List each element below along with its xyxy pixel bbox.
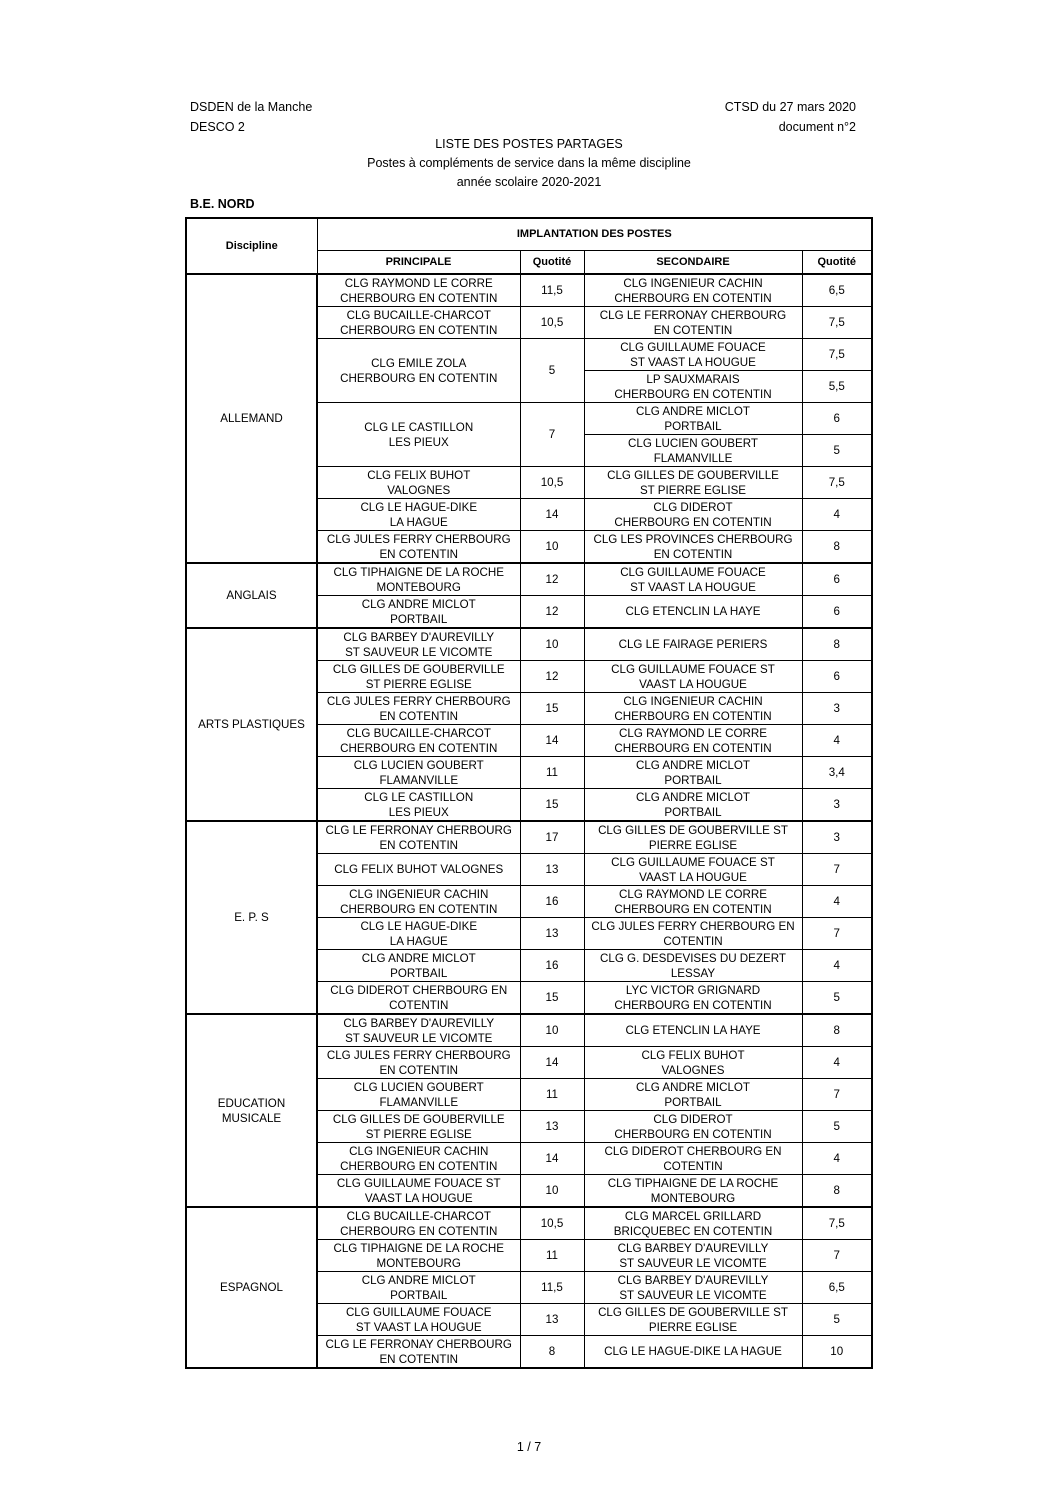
secondaire-line: VAAST LA HOUGUE xyxy=(639,677,747,691)
secondaire-line: CLG INGENIEUR CACHIN xyxy=(623,694,763,708)
principale-line: EN COTENTIN xyxy=(379,547,459,561)
secondaire-line: CLG MARCEL GRILLARD xyxy=(624,1209,762,1223)
quotite-secondaire-cell: 4 xyxy=(802,886,872,918)
secondaire-cell xyxy=(584,1240,802,1272)
secondaire-cell xyxy=(584,821,802,854)
principale-cell xyxy=(317,1079,520,1111)
principale-line: CLG BUCAILLE-CHARCOT xyxy=(346,308,491,322)
header-document-number: document n°2 xyxy=(778,120,856,134)
quotite-secondaire-cell: 5 xyxy=(802,982,872,1015)
quotite-secondaire-cell: 7 xyxy=(802,1240,872,1272)
principale-line: CLG GUILLAUME FOUACE ST xyxy=(336,1176,501,1190)
secondaire-line: CLG GUILLAUME FOUACE ST xyxy=(611,662,775,676)
secondaire-cell xyxy=(584,1336,802,1369)
secondaire-cell xyxy=(584,563,802,596)
principale-cell xyxy=(317,563,520,596)
secondaire-line: CHERBOURG EN COTENTIN xyxy=(614,709,772,723)
secondaire-cell xyxy=(584,918,802,950)
principale-cell xyxy=(317,467,520,499)
column-header-secondaire: SECONDAIRE xyxy=(584,251,802,275)
principale-line: CLG ANDRE MICLOT xyxy=(361,597,476,611)
principale-line: LES PIEUX xyxy=(388,435,449,449)
principale-line: FLAMANVILLE xyxy=(379,773,459,787)
quotite-secondaire-cell: 7,5 xyxy=(802,467,872,499)
principale-line: CHERBOURG EN COTENTIN xyxy=(340,1159,498,1173)
principale-cell xyxy=(317,725,520,757)
principale-line: EN COTENTIN xyxy=(379,838,459,852)
secondaire-line: CLG ANDRE MICLOT xyxy=(635,790,751,804)
document-title: LISTE DES POSTES PARTAGES xyxy=(435,137,623,151)
secondaire-line: CLG ANDRE MICLOT xyxy=(635,758,751,772)
principale-line: ST PIERRE EGLISE xyxy=(365,1127,472,1141)
secondaire-cell xyxy=(584,757,802,789)
principale-line: CHERBOURG EN COTENTIN xyxy=(340,1224,498,1238)
secondaire-line: CLG DIDEROT xyxy=(653,1112,733,1126)
quotite-secondaire-cell: 7 xyxy=(802,1079,872,1111)
secondaire-line: CHERBOURG EN COTENTIN xyxy=(614,902,772,916)
quotite-cell: 16 xyxy=(520,950,584,982)
quotite-cell: 10,5 xyxy=(520,467,584,499)
principale-cell xyxy=(317,1014,520,1047)
discipline-cell: ESPAGNOL xyxy=(186,1207,317,1368)
secondaire-line: CLG LE HAGUE-DIKE LA HAGUE xyxy=(604,1345,782,1358)
secondaire-cell xyxy=(584,789,802,822)
secondaire-cell xyxy=(584,1143,802,1175)
secondaire-line: CLG RAYMOND LE CORRE xyxy=(619,887,767,901)
principale-cell xyxy=(317,693,520,725)
column-header-quotite: Quotité xyxy=(520,251,584,275)
principale-line: CLG GUILLAUME FOUACE xyxy=(345,1305,492,1319)
principale-cell xyxy=(317,886,520,918)
quotite-secondaire-cell: 7 xyxy=(802,918,872,950)
quotite-cell: 12 xyxy=(520,563,584,596)
quotite-cell: 16 xyxy=(520,886,584,918)
secondaire-line: COTENTIN xyxy=(663,934,723,948)
secondaire-cell xyxy=(584,661,802,693)
principale-cell xyxy=(317,339,520,403)
principale-cell xyxy=(317,821,520,854)
principale-cell xyxy=(317,661,520,693)
region-label: B.E. NORD xyxy=(190,197,255,211)
principale-cell xyxy=(317,1111,520,1143)
principale-line: CLG EMILE ZOLA xyxy=(371,356,467,370)
quotite-secondaire-cell: 6 xyxy=(802,661,872,693)
table-row xyxy=(186,1207,872,1240)
quotite-cell: 10,5 xyxy=(520,307,584,339)
secondaire-line: CLG BARBEY D'AUREVILLY xyxy=(617,1273,769,1287)
principale-line: CLG LUCIEN GOUBERT xyxy=(353,758,484,772)
quotite-cell: 15 xyxy=(520,789,584,822)
principale-line: CLG BUCAILLE-CHARCOT xyxy=(346,726,491,740)
principale-line: EN COTENTIN xyxy=(379,1063,459,1077)
principale-line: MONTEBOURG xyxy=(376,1256,461,1270)
table-row xyxy=(186,628,872,661)
quotite-secondaire-cell: 3 xyxy=(802,789,872,822)
table-row xyxy=(186,563,872,596)
quotite-cell: 10 xyxy=(520,1175,584,1208)
column-header-discipline: Discipline xyxy=(186,218,317,274)
secondaire-cell xyxy=(584,1272,802,1304)
secondaire-cell xyxy=(584,531,802,564)
principale-cell xyxy=(317,596,520,629)
secondaire-line: VAAST LA HOUGUE xyxy=(639,870,747,884)
secondaire-line: CLG GUILLAUME FOUACE ST xyxy=(611,855,775,869)
secondaire-cell xyxy=(584,854,802,886)
principale-cell xyxy=(317,274,520,307)
header-department: DESCO 2 xyxy=(190,120,245,134)
quotite-cell: 11,5 xyxy=(520,274,584,307)
secondaire-line: VALOGNES xyxy=(661,1063,725,1077)
principale-line: CLG INGENIEUR CACHIN xyxy=(349,1144,489,1158)
secondaire-line: CLG DIDEROT xyxy=(653,500,733,514)
secondaire-line: CLG G. DESDEVISES DU DEZERT xyxy=(600,951,786,965)
quotite-secondaire-cell: 4 xyxy=(802,1047,872,1079)
secondaire-line: ST SAUVEUR LE VICOMTE xyxy=(619,1288,767,1302)
secondaire-line: COTENTIN xyxy=(663,1159,723,1173)
secondaire-cell xyxy=(584,950,802,982)
secondaire-line: CHERBOURG EN COTENTIN xyxy=(614,291,772,305)
principale-line: CLG DIDEROT CHERBOURG EN xyxy=(330,983,508,997)
quotite-cell: 11 xyxy=(520,1079,584,1111)
principale-line: VALOGNES xyxy=(387,483,451,497)
table-row xyxy=(186,1014,872,1047)
principale-line: CLG LE FERRONAY CHERBOURG xyxy=(325,1337,512,1351)
principale-line: CLG LE FERRONAY CHERBOURG xyxy=(325,823,512,837)
secondaire-line: LESSAY xyxy=(670,966,716,980)
principale-cell xyxy=(317,1047,520,1079)
quotite-secondaire-cell: 5 xyxy=(802,435,872,467)
quotite-secondaire-cell: 3,4 xyxy=(802,757,872,789)
quotite-cell: 10 xyxy=(520,628,584,661)
column-header-principale: PRINCIPALE xyxy=(317,251,520,275)
quotite-cell: 14 xyxy=(520,1047,584,1079)
secondaire-line: PIERRE EGLISE xyxy=(648,1320,738,1334)
discipline-cell: ANGLAIS xyxy=(186,563,317,628)
quotite-secondaire-cell: 3 xyxy=(802,693,872,725)
column-header-implantation: IMPLANTATION DES POSTES xyxy=(317,218,872,251)
table-body xyxy=(186,274,872,1368)
secondaire-line: CLG ETENCLIN LA HAYE xyxy=(625,1024,761,1037)
principale-line: VAAST LA HOUGUE xyxy=(364,1191,473,1205)
quotite-secondaire-cell: 4 xyxy=(802,1143,872,1175)
principale-line: CLG TIPHAIGNE DE LA ROCHE xyxy=(333,1241,504,1255)
principale-line: MONTEBOURG xyxy=(376,580,461,594)
secondaire-line: CLG GUILLAUME FOUACE xyxy=(620,340,766,354)
principale-line: CLG ANDRE MICLOT xyxy=(361,1273,476,1287)
secondaire-cell xyxy=(584,693,802,725)
principale-cell xyxy=(317,950,520,982)
principale-cell xyxy=(317,1304,520,1336)
principale-line: CLG GILLES DE GOUBERVILLE xyxy=(332,1112,505,1126)
secondaire-cell xyxy=(584,1014,802,1047)
secondaire-cell xyxy=(584,371,802,403)
principale-cell xyxy=(317,499,520,531)
secondaire-cell xyxy=(584,467,802,499)
principale-line: CHERBOURG EN COTENTIN xyxy=(340,741,498,755)
secondaire-line: CLG BARBEY D'AUREVILLY xyxy=(617,1241,769,1255)
quotite-secondaire-cell: 7,5 xyxy=(802,339,872,371)
secondaire-cell xyxy=(584,1047,802,1079)
secondaire-cell xyxy=(584,499,802,531)
principale-line: ST SAUVEUR LE VICOMTE xyxy=(345,1031,493,1045)
secondaire-line: LP SAUXMARAIS xyxy=(646,372,740,386)
header-organization: DSDEN de la Manche xyxy=(190,100,313,114)
principale-line: PORTBAIL xyxy=(390,1288,448,1302)
secondaire-line: EN COTENTIN xyxy=(653,547,733,561)
principale-line: CLG JULES FERRY CHERBOURG xyxy=(326,532,511,546)
secondaire-line: CLG JULES FERRY CHERBOURG EN xyxy=(591,919,795,933)
principale-line: CLG LE HAGUE-DIKE xyxy=(360,500,478,514)
principale-line: CLG BARBEY D'AUREVILLY xyxy=(343,630,495,644)
principale-line: CLG JULES FERRY CHERBOURG xyxy=(326,694,511,708)
secondaire-line: CHERBOURG EN COTENTIN xyxy=(614,387,772,401)
quotite-cell: 12 xyxy=(520,596,584,629)
page-number: 1 / 7 xyxy=(516,1440,542,1454)
secondaire-cell xyxy=(584,1079,802,1111)
secondaire-line: LYC VICTOR GRIGNARD xyxy=(625,983,761,997)
principale-cell xyxy=(317,1207,520,1240)
principale-line: CHERBOURG EN COTENTIN xyxy=(340,902,498,916)
discipline-cell: ARTS PLASTIQUES xyxy=(186,628,317,821)
quotite-secondaire-cell: 4 xyxy=(802,950,872,982)
principale-line: CHERBOURG EN COTENTIN xyxy=(340,323,498,337)
quotite-secondaire-cell: 7,5 xyxy=(802,1207,872,1240)
quotite-cell: 8 xyxy=(520,1336,584,1369)
principale-cell xyxy=(317,628,520,661)
secondaire-cell xyxy=(584,339,802,371)
quotite-cell: 15 xyxy=(520,982,584,1015)
quotite-secondaire-cell: 6 xyxy=(802,403,872,435)
quotite-secondaire-cell: 6,5 xyxy=(802,274,872,307)
secondaire-line: CLG LUCIEN GOUBERT xyxy=(628,436,758,450)
secondaire-line: CHERBOURG EN COTENTIN xyxy=(614,741,772,755)
principale-cell xyxy=(317,1336,520,1369)
quotite-secondaire-cell: 5 xyxy=(802,1111,872,1143)
principale-line: ST VAAST LA HOUGUE xyxy=(355,1320,482,1334)
discipline-cell: E. P. S xyxy=(186,821,317,1014)
quotite-cell: 15 xyxy=(520,693,584,725)
quotite-secondaire-cell: 8 xyxy=(802,1175,872,1208)
quotite-secondaire-cell: 10 xyxy=(802,1336,872,1369)
quotite-cell: 11,5 xyxy=(520,1272,584,1304)
principale-line: CLG TIPHAIGNE DE LA ROCHE xyxy=(333,565,504,579)
principale-line: ST PIERRE EGLISE xyxy=(365,677,472,691)
quotite-secondaire-cell: 5 xyxy=(802,1304,872,1336)
secondaire-line: PORTBAIL xyxy=(664,419,722,433)
principale-cell xyxy=(317,982,520,1015)
secondaire-line: PIERRE EGLISE xyxy=(648,838,738,852)
principale-line: EN COTENTIN xyxy=(379,709,459,723)
principale-line: LA HAGUE xyxy=(389,515,448,529)
quotite-cell: 13 xyxy=(520,854,584,886)
quotite-secondaire-cell: 7 xyxy=(802,854,872,886)
secondaire-line: CLG GILLES DE GOUBERVILLE xyxy=(607,468,779,482)
secondaire-cell xyxy=(584,1304,802,1336)
school-year: année scolaire 2020-2021 xyxy=(456,175,602,189)
secondaire-cell xyxy=(584,435,802,467)
secondaire-line: CLG ANDRE MICLOT xyxy=(635,404,751,418)
quotite-cell: 10 xyxy=(520,1014,584,1047)
principale-cell xyxy=(317,1272,520,1304)
principale-cell xyxy=(317,918,520,950)
principale-line: CLG RAYMOND LE CORRE xyxy=(344,276,493,290)
principale-cell xyxy=(317,789,520,822)
quotite-secondaire-cell: 7,5 xyxy=(802,307,872,339)
secondaire-line: CLG INGENIEUR CACHIN xyxy=(623,276,763,290)
principale-cell xyxy=(317,1175,520,1208)
quotite-cell: 14 xyxy=(520,499,584,531)
secondaire-cell xyxy=(584,1175,802,1208)
principale-cell xyxy=(317,1240,520,1272)
principale-line: ST SAUVEUR LE VICOMTE xyxy=(345,645,493,659)
principale-line: CLG LUCIEN GOUBERT xyxy=(353,1080,484,1094)
quotite-secondaire-cell: 8 xyxy=(802,531,872,564)
secondaire-line: CLG LES PROVINCES CHERBOURG xyxy=(593,532,793,546)
secondaire-cell xyxy=(584,1111,802,1143)
secondaire-line: PORTBAIL xyxy=(664,1095,722,1109)
secondaire-line: CHERBOURG EN COTENTIN xyxy=(614,1127,772,1141)
principale-line: LA HAGUE xyxy=(389,934,448,948)
secondaire-line: CHERBOURG EN COTENTIN xyxy=(614,515,772,529)
header-ctsd-date: CTSD du 27 mars 2020 xyxy=(724,100,856,114)
quotite-cell: 17 xyxy=(520,821,584,854)
principale-line: CLG GILLES DE GOUBERVILLE xyxy=(332,662,505,676)
discipline-cell: EDUCATION MUSICALE xyxy=(186,1014,317,1207)
secondaire-line: CLG FELIX BUHOT xyxy=(641,1048,745,1062)
secondaire-cell xyxy=(584,982,802,1015)
quotite-cell: 11 xyxy=(520,1240,584,1272)
quotite-secondaire-cell: 4 xyxy=(802,725,872,757)
quotite-cell: 13 xyxy=(520,918,584,950)
secondaire-cell xyxy=(584,307,802,339)
principale-line: CHERBOURG EN COTENTIN xyxy=(340,291,498,305)
principale-line: CLG LE CASTILLON xyxy=(364,790,474,804)
principale-line: CLG BARBEY D'AUREVILLY xyxy=(343,1016,495,1030)
secondaire-line: CLG RAYMOND LE CORRE xyxy=(619,726,767,740)
secondaire-line: PORTBAIL xyxy=(664,805,722,819)
quotite-cell: 14 xyxy=(520,725,584,757)
principale-line: PORTBAIL xyxy=(390,966,448,980)
principale-line: FLAMANVILLE xyxy=(379,1095,459,1109)
quotite-cell: 13 xyxy=(520,1304,584,1336)
quotite-secondaire-cell: 6,5 xyxy=(802,1272,872,1304)
quotite-secondaire-cell: 8 xyxy=(802,628,872,661)
document-subtitle: Postes à compléments de service dans la même discipline xyxy=(367,156,691,170)
principale-cell xyxy=(317,757,520,789)
secondaire-line: PORTBAIL xyxy=(664,773,722,787)
secondaire-line: CLG GUILLAUME FOUACE xyxy=(620,565,766,579)
secondaire-line: ST SAUVEUR LE VICOMTE xyxy=(619,1256,767,1270)
column-header-quotite-secondaire: Quotité xyxy=(802,251,872,275)
secondaire-line: ST VAAST LA HOUGUE xyxy=(630,580,756,594)
quotite-cell: 10,5 xyxy=(520,1207,584,1240)
discipline-cell: ALLEMAND xyxy=(186,274,317,563)
principale-line: COTENTIN xyxy=(389,998,449,1012)
secondaire-line: CLG LE FAIRAGE PERIERS xyxy=(618,638,768,651)
principale-line: CLG FELIX BUHOT VALOGNES xyxy=(334,863,504,876)
posts-table xyxy=(185,217,873,1369)
principale-line: CLG LE CASTILLON xyxy=(364,420,474,434)
quotite-secondaire-cell: 8 xyxy=(802,1014,872,1047)
secondaire-cell xyxy=(584,725,802,757)
secondaire-line: BRICQUEBEC EN COTENTIN xyxy=(613,1224,773,1238)
table-row xyxy=(186,821,872,854)
secondaire-line: CLG ETENCLIN LA HAYE xyxy=(625,605,761,618)
principale-line: CLG ANDRE MICLOT xyxy=(361,951,476,965)
secondaire-line: CHERBOURG EN COTENTIN xyxy=(614,998,772,1012)
principale-line: CLG INGENIEUR CACHIN xyxy=(349,887,489,901)
quotite-cell: 13 xyxy=(520,1111,584,1143)
quotite-secondaire-cell: 5,5 xyxy=(802,371,872,403)
principale-line: CLG LE HAGUE-DIKE xyxy=(360,919,478,933)
secondaire-line: EN COTENTIN xyxy=(653,323,733,337)
secondaire-line: CLG GILLES DE GOUBERVILLE ST xyxy=(598,1305,788,1319)
quotite-cell: 5 xyxy=(520,339,584,403)
principale-cell xyxy=(317,307,520,339)
principale-line: CHERBOURG EN COTENTIN xyxy=(340,371,498,385)
principale-line: CLG FELIX BUHOT xyxy=(367,468,471,482)
principale-line: LES PIEUX xyxy=(388,805,449,819)
secondaire-line: FLAMANVILLE xyxy=(653,451,733,465)
quotite-cell: 11 xyxy=(520,757,584,789)
secondaire-line: CLG ANDRE MICLOT xyxy=(635,1080,751,1094)
secondaire-line: CLG GILLES DE GOUBERVILLE ST xyxy=(598,823,788,837)
secondaire-line: CLG TIPHAIGNE DE LA ROCHE xyxy=(607,1176,779,1190)
secondaire-line: ST PIERRE EGLISE xyxy=(639,483,747,497)
principale-cell xyxy=(317,854,520,886)
quotite-secondaire-cell: 6 xyxy=(802,596,872,629)
secondaire-cell xyxy=(584,886,802,918)
secondaire-line: MONTEBOURG xyxy=(650,1191,736,1205)
principale-line: PORTBAIL xyxy=(390,612,448,626)
quotite-cell: 12 xyxy=(520,661,584,693)
secondaire-cell xyxy=(584,1207,802,1240)
secondaire-line: ST VAAST LA HOUGUE xyxy=(630,355,756,369)
secondaire-cell xyxy=(584,596,802,629)
quotite-cell: 14 xyxy=(520,1143,584,1175)
secondaire-line: CLG LE FERRONAY CHERBOURG xyxy=(599,308,787,322)
quotite-cell: 7 xyxy=(520,403,584,467)
table-row xyxy=(186,274,872,307)
quotite-secondaire-cell: 4 xyxy=(802,499,872,531)
quotite-secondaire-cell: 6 xyxy=(802,563,872,596)
secondaire-cell xyxy=(584,403,802,435)
principale-cell xyxy=(317,531,520,564)
principale-cell xyxy=(317,1143,520,1175)
principale-cell xyxy=(317,403,520,467)
principale-line: CLG JULES FERRY CHERBOURG xyxy=(326,1048,511,1062)
secondaire-cell xyxy=(584,274,802,307)
secondaire-cell xyxy=(584,628,802,661)
principale-line: CLG BUCAILLE-CHARCOT xyxy=(346,1209,491,1223)
principale-line: EN COTENTIN xyxy=(379,1352,459,1366)
secondaire-line: CLG DIDEROT CHERBOURG EN xyxy=(604,1144,782,1158)
quotite-cell: 10 xyxy=(520,531,584,564)
quotite-secondaire-cell: 3 xyxy=(802,821,872,854)
